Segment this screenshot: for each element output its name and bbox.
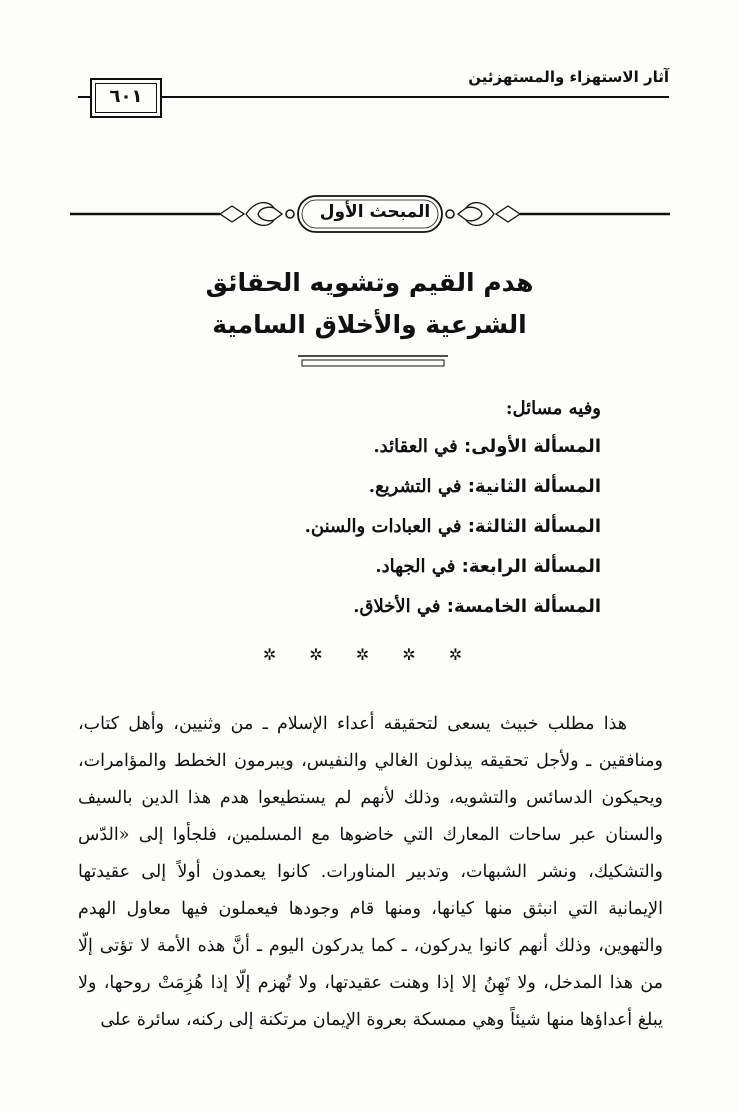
issues-intro: وفيه مسائل: (505, 398, 601, 419)
issue-item-2 (81, 467, 601, 507)
title-underline (298, 354, 448, 368)
issue-item-1 (81, 427, 601, 467)
issue-label: المسألة الأولى: (464, 436, 601, 457)
issue-text: في الأخلاق. (353, 596, 441, 617)
chapter-title-line-1: هدم القيم وتشويه الحقائق (205, 268, 534, 297)
page-number: ٦٠١ (109, 86, 143, 107)
issue-label: المسألة الرابعة: (461, 556, 601, 577)
issue-label: المسألة الثالثة: (467, 516, 601, 537)
page-number-box (90, 78, 162, 118)
issues-list (81, 398, 601, 627)
issue-text: في الجهاد. (375, 556, 456, 577)
issue-item-5 (81, 587, 601, 627)
star-separator: ✲ ✲ ✲ ✲ ✲ (262, 645, 477, 664)
issue-label: المسألة الخامسة: (446, 596, 601, 617)
body-paragraph: هذا مطلب خبيث يسعى لتحقيقه أعداء الإسلام ـ من وثنيين، وأهل كتاب، ومنافقين ـ ولأجل تحقيقه يبذلون الغالي والنفيس، ويبرمون الخطط والمؤامرات، ويحيكون الدسائس والتشويه، وذلك لأنهم لم يستطيعوا هدم هذا الدين بالسيف والسنان عبر ساحات المعارك التي خاضوها مع المسلمين، فلجأوا إلى «الدّس والتشكيك، ونشر الشبهات، وتدبير المناورات. كانوا يعمدون أولاً إلى عقيدتها الإيمانية التي انبثق منها كيانها، ومنها قام وجودها فيعملون فيها معاول الهدم والتهوين، وذلك أنهم كانوا يدركون، ـ كما يدركون اليوم ـ أنَّ هذه الأمة لا تؤتى إلّا من هذا المدخل، ولا تَهِنُ إلا إذا وهنت عقيدتها، ولا تُهزم إلّا إذا هُزِمَتْ روحها، ولا يبلغ أعداؤها منها شيئاً وهي ممسكة بعروة الإيمان مرتكنة إلى ركنه، سائرة على (78, 713, 663, 1030)
issue-text: في التشريع. (368, 476, 462, 497)
issue-item-4 (81, 547, 601, 587)
chapter-title (0, 262, 739, 346)
chapter-title-line-2: الشرعية والأخلاق السامية (212, 310, 527, 339)
header-rule (78, 96, 669, 98)
issue-text: في العبادات والسنن. (304, 516, 462, 537)
issue-item-3 (81, 507, 601, 547)
issue-text: في العقائد. (373, 436, 458, 457)
running-title: آثار الاستهزاء والمستهزئين (468, 68, 669, 86)
section-label: المبحث الأول (319, 202, 431, 222)
issue-label: المسألة الثانية: (467, 476, 601, 497)
